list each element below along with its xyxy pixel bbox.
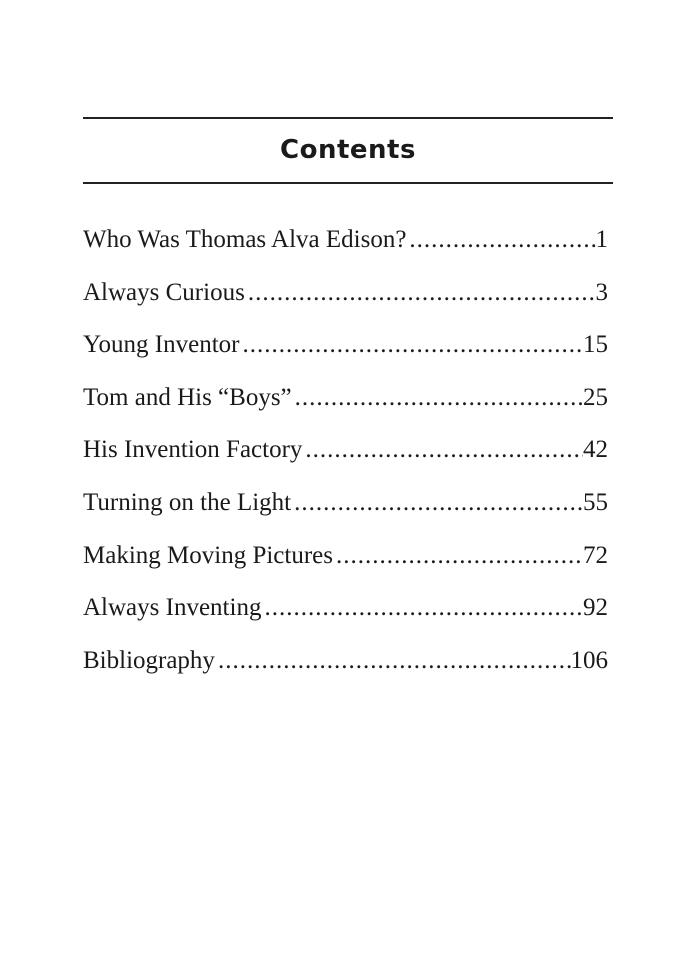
toc-entry-page: 106 [570,646,608,674]
dot-leader [215,640,571,682]
dot-leader [291,482,583,524]
table-of-contents [83,219,608,692]
toc-entry-title: Making Moving Pictures [83,541,333,569]
toc-entry-title: His Invention Factory [83,436,303,464]
dot-leader [292,377,583,419]
toc-entry-who-was-thomas-alva-edison[interactable] [83,219,608,272]
dot-leader [333,535,583,577]
toc-entry-title: Who Was Thomas Alva Edison? [83,226,407,253]
toc-entry-title: Young Inventor [83,331,240,359]
top-rule [83,117,613,119]
toc-entry-making-moving-pictures[interactable] [83,535,608,588]
toc-entry-young-inventor[interactable] [83,324,608,377]
toc-entry-his-invention-factory[interactable] [83,429,608,482]
toc-entry-title: Tom and His “Boys” [83,383,292,411]
toc-entry-title: Always Inventing [83,594,262,622]
toc-entry-page: 15 [583,331,608,359]
toc-entry-title: Always Curious [83,278,245,306]
toc-entry-page: 92 [583,594,608,622]
dot-leader [261,587,583,629]
toc-entry-title: Bibliography [83,646,215,674]
toc-entry-page: 1 [595,226,608,253]
toc-entry-page: 25 [583,383,608,411]
toc-entry-always-inventing[interactable] [83,587,608,640]
dot-leader [245,272,596,314]
toc-entry-always-curious[interactable] [83,272,608,325]
page-title: Contents [280,135,416,165]
toc-entry-page: 42 [583,436,608,464]
dot-leader [302,429,583,471]
bottom-rule [83,182,613,184]
toc-entry-bibliography[interactable] [83,640,608,693]
toc-entry-page: 3 [595,278,608,306]
toc-entry-tom-and-his-boys[interactable] [83,377,608,430]
dot-leader [240,324,584,366]
toc-entry-page: 72 [583,541,608,569]
toc-entry-page: 55 [583,488,608,516]
toc-entry-turning-on-the-light[interactable] [83,482,608,535]
toc-entry-title: Turning on the Light [83,488,292,516]
dot-leader [406,219,595,261]
